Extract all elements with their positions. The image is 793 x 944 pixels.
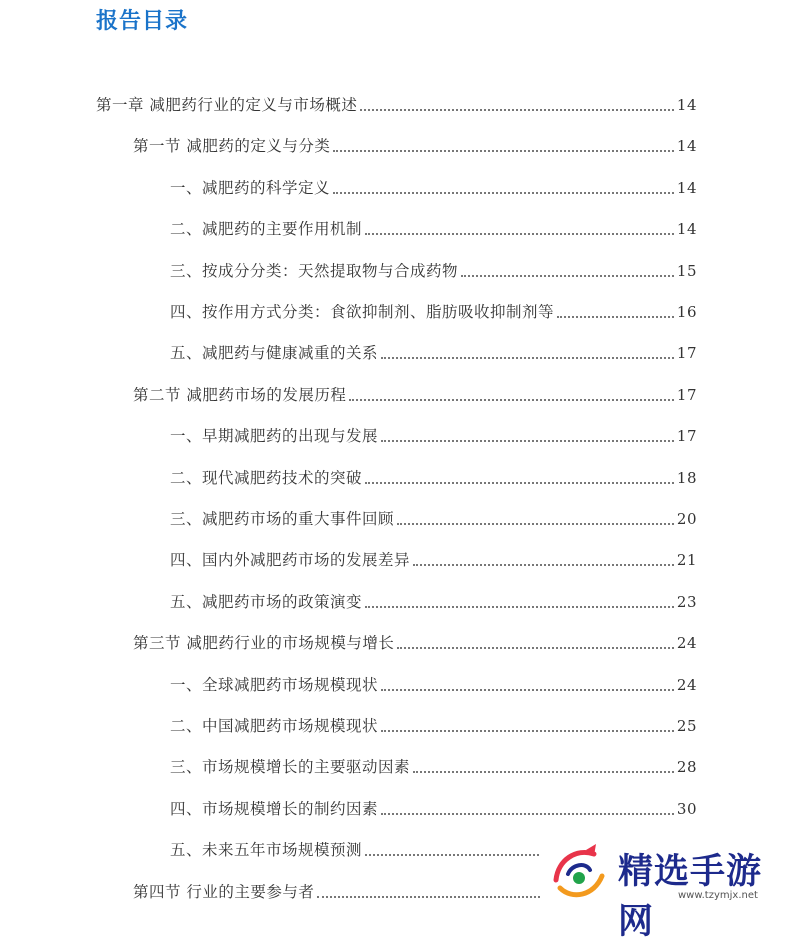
toc-entry-label: 二、现代减肥药技术的突破 — [170, 468, 363, 487]
toc-leader-dots — [413, 770, 674, 773]
toc-entry-page: 24 — [676, 675, 697, 694]
toc-entry-label: 四、市场规模增长的制约因素 — [170, 799, 379, 818]
toc-entry-page: 20 — [676, 510, 697, 528]
toc-entry-page: 28 — [676, 758, 697, 777]
toc-entry[interactable] — [170, 296, 697, 322]
toc-entry[interactable] — [133, 379, 697, 405]
toc-entry-label: 三、市场规模增长的主要驱动因素 — [170, 758, 411, 777]
toc-entry[interactable] — [170, 172, 697, 198]
toc-entry[interactable] — [170, 544, 697, 570]
toc-entry-page: 18 — [676, 468, 697, 487]
toc-entry[interactable] — [170, 751, 697, 777]
toc-entry-label: 四、按作用方式分类：食欲抑制剂、脂肪吸收抑制剂等 — [170, 303, 555, 321]
toc-leader-dots — [365, 481, 674, 484]
toc-entry-page: 24 — [676, 634, 697, 653]
toc-leader-dots — [381, 356, 674, 359]
toc-entry-page: 17 — [676, 385, 697, 404]
toc-leader-dots — [381, 812, 674, 815]
toc-entry-label: 第二节 减肥药市场的发展历程 — [133, 385, 347, 404]
toc-entry[interactable] — [170, 337, 697, 363]
toc-entry-label: 五、减肥药与健康减重的关系 — [170, 344, 379, 363]
toc-entry[interactable] — [170, 834, 550, 860]
toc-entry-label: 一、早期减肥药的出现与发展 — [170, 427, 379, 446]
toc-entry[interactable] — [170, 793, 697, 819]
toc-leader-dots — [365, 232, 674, 235]
toc-entry[interactable] — [170, 213, 697, 239]
toc-entry-page: 14 — [676, 178, 697, 197]
toc-leader-dots — [349, 398, 673, 401]
toc-entry-page: 17 — [676, 427, 697, 446]
toc-entry-label: 二、减肥药的主要作用机制 — [170, 220, 363, 239]
toc-entry-page: 30 — [676, 799, 697, 818]
toc-entry-page: 15 — [676, 261, 697, 280]
toc-entry-label: 四、国内外减肥药市场的发展差异 — [170, 551, 411, 570]
toc-entry[interactable] — [170, 669, 697, 695]
site-logo-icon — [546, 840, 610, 904]
toc-entry[interactable] — [133, 876, 543, 902]
toc-entry-page: 21 — [676, 551, 697, 570]
toc-entry-label: 二、中国减肥药市场规模现状 — [170, 717, 379, 735]
toc-entry-label: 第一节 减肥药的定义与分类 — [133, 137, 331, 156]
toc-leader-dots — [333, 191, 674, 194]
toc-entry-label: 一、减肥药的科学定义 — [170, 178, 331, 197]
toc-entry-page: 14 — [676, 137, 697, 156]
toc-entry[interactable] — [170, 503, 697, 529]
toc-entry-page: 14 — [676, 96, 697, 114]
toc-entry[interactable] — [170, 255, 697, 281]
toc-entry-label: 第一章 减肥药行业的定义与市场概述 — [96, 96, 358, 114]
toc-entry-label: 一、全球减肥药市场规模现状 — [170, 675, 379, 694]
toc-leader-dots — [397, 522, 674, 525]
toc-leader-dots — [381, 688, 674, 691]
toc-entry-label: 三、按成分分类：天然提取物与合成药物 — [170, 261, 459, 280]
toc-leader-dots — [381, 439, 674, 442]
toc-leader-dots — [461, 274, 674, 277]
toc-entry[interactable] — [170, 420, 697, 446]
toc-entry-label: 三、减肥药市场的重大事件回顾 — [170, 510, 395, 528]
toc-entry-page: 25 — [676, 717, 697, 735]
toc-entry-page: 17 — [676, 344, 697, 363]
toc-entry-page: 16 — [676, 303, 697, 321]
toc-leader-dots — [317, 895, 540, 898]
toc-leader-dots — [397, 646, 673, 649]
toc-leader-dots — [381, 729, 674, 732]
toc-leader-dots — [333, 149, 673, 152]
toc-entry-label: 五、未来五年市场规模预测 — [170, 841, 363, 860]
toc-entry-label: 五、减肥药市场的政策演变 — [170, 592, 363, 611]
toc-entry[interactable] — [96, 89, 697, 115]
toc-entry[interactable] — [170, 462, 697, 488]
watermark-text: 精选手游网 — [618, 852, 763, 942]
toc-entry-page: 14 — [676, 220, 697, 239]
toc-entry-label: 第三节 减肥药行业的市场规模与增长 — [133, 634, 395, 653]
toc-entry-page: 23 — [676, 592, 697, 611]
toc-entry[interactable] — [133, 130, 697, 156]
toc-entry[interactable] — [170, 710, 697, 736]
toc-leader-dots — [365, 605, 674, 608]
watermark-url: www.tzymjx.net — [678, 890, 758, 901]
toc-entry[interactable] — [170, 586, 697, 612]
watermark — [540, 838, 793, 942]
toc-entry[interactable] — [133, 627, 697, 653]
toc-entry-label: 第四节 行业的主要参与者 — [133, 882, 315, 901]
toc-leader-dots — [557, 315, 674, 318]
toc-leader-dots — [360, 108, 673, 111]
toc-leader-dots — [365, 853, 547, 856]
toc-leader-dots — [413, 563, 674, 566]
page-title: 报告目录 — [96, 9, 189, 34]
